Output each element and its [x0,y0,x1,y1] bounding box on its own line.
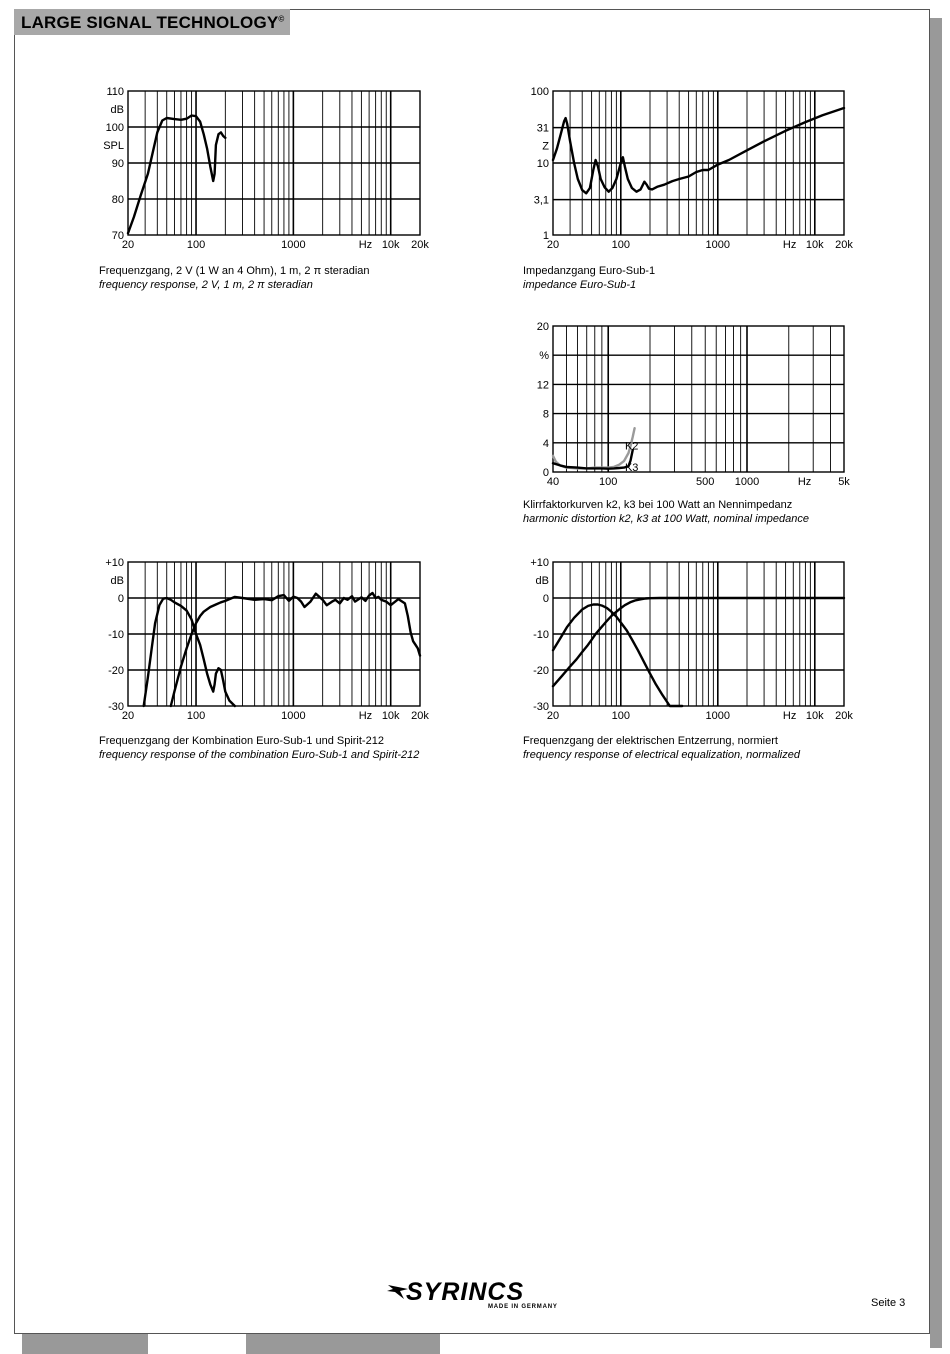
series-line-0 [553,605,682,707]
x-tick-label: 5k [838,476,850,488]
x-tick-label: 1000 [705,710,731,722]
y-tick-label: 70 [111,230,124,242]
x-tick-label: 20k [411,239,429,251]
y-axis-label: dB [535,575,549,587]
spl-caption-de: Frequenzgang, 2 V (1 W an 4 Ohm), 1 m, 2 π steradian [99,265,370,277]
y-tick-label: 10 [536,158,549,170]
y-axis-label: SPL [103,140,124,152]
y-tick-label: 110 [106,86,124,98]
y-tick-label: 12 [536,379,549,392]
y-tick-label: 100 [105,122,124,134]
x-tick-label: 10k [381,710,400,722]
series-annotation: K3 [624,461,639,474]
y-tick-label: -10 [533,629,549,641]
x-tick-label: 10k [805,239,824,251]
combination-caption-de: Frequenzgang der Kombination Euro-Sub-1 und Spirit-212 [99,735,384,747]
x-tick-label: 20 [121,710,135,722]
y-axis-label: dB [110,575,124,587]
equalization-caption [523,734,800,762]
x-unit-label: Hz [782,710,797,722]
y-tick-label: 0 [542,467,549,479]
page-shadow-bottom-mid [246,1334,440,1354]
y-tick-label: 4 [542,437,549,450]
y-tick-label: -20 [108,665,124,677]
equalization-caption-en: frequency response of electrical equalization, normalized [523,749,800,761]
x-tick-label: 100 [611,710,630,722]
x-tick-label: 20k [835,239,853,251]
y-tick-label: 0 [117,593,124,605]
spl-caption-en: frequency response, 2 V, 1 m, 2 π steradian [99,279,313,291]
x-tick-label: 1000 [281,710,306,722]
x-tick-label: 20k [411,710,429,722]
y-tick-label: 3,1 [533,194,549,207]
y-tick-label: -30 [108,701,124,713]
x-tick-label: 100 [611,239,630,251]
y-tick-label: 20 [536,321,549,333]
y-tick-label: +10 [530,557,549,569]
y-tick-label: 100 [530,86,549,98]
x-unit-label: Hz [358,710,373,722]
x-tick-label: 1000 [734,476,760,488]
copyright-mark: © [278,14,285,24]
y-tick-label: 80 [111,194,124,206]
distortion-caption-en: harmonic distortion k2, k3 at 100 Watt, nominal impedance [523,513,809,525]
x-tick-label: 40 [546,476,560,488]
y-tick-label: 90 [111,158,124,170]
x-tick-label: 20 [546,239,560,251]
x-unit-label: Hz [782,239,797,251]
distortion-caption-de: Klirrfaktorkurven k2, k3 bei 100 Watt an Nennimpedanz [523,499,793,511]
brand-name: SYRINCS [406,1278,525,1306]
page-number: Seite 3 [871,1297,906,1309]
y-tick-label: 31 [536,122,549,135]
syrincs-logo [386,1278,566,1316]
x-unit-label: Hz [797,476,812,488]
impedance-caption-de: Impedanzgang Euro-Sub-1 [523,265,656,277]
x-tick-label: 100 [599,476,618,488]
series-line-1 [553,598,844,686]
x-tick-label: 1000 [281,239,306,251]
y-tick-label: -10 [108,629,124,641]
header-title-text: LARGE SIGNAL TECHNOLOGY [21,13,279,32]
x-tick-label: 10k [381,239,400,251]
y-tick-label: -30 [533,701,549,713]
x-tick-label: 20k [835,710,853,722]
impedance-caption-en: impedance Euro-Sub-1 [523,279,637,291]
y-tick-label: +10 [105,557,124,569]
y-axis-label: Z [542,140,549,153]
series-annotation: K2 [624,440,639,453]
y-tick-label: -20 [533,665,549,677]
x-tick-label: 100 [186,710,206,722]
x-tick-label: 20 [121,239,135,251]
x-unit-label: Hz [358,239,373,251]
y-tick-label: 0 [542,593,549,605]
y-tick-label: 8 [542,408,549,421]
x-tick-label: 500 [696,476,715,488]
equalization-caption-de: Frequenzgang der elektrischen Entzerrung, normiert [523,735,778,747]
x-tick-label: 20 [546,710,560,722]
brand-tagline: MADE IN GERMANY [488,1304,558,1310]
x-tick-label: 100 [186,239,206,251]
y-axis-label: % [539,350,549,363]
x-tick-label: 1000 [705,239,731,251]
page-shadow-bottom-left [22,1334,148,1354]
combination-caption-en: frequency response of the combination Euro-Sub-1 and Spirit-212 [99,749,420,761]
y-tick-label: 1 [542,230,549,242]
x-tick-label: 10k [805,710,824,722]
y-axis-label: dB [110,104,124,116]
